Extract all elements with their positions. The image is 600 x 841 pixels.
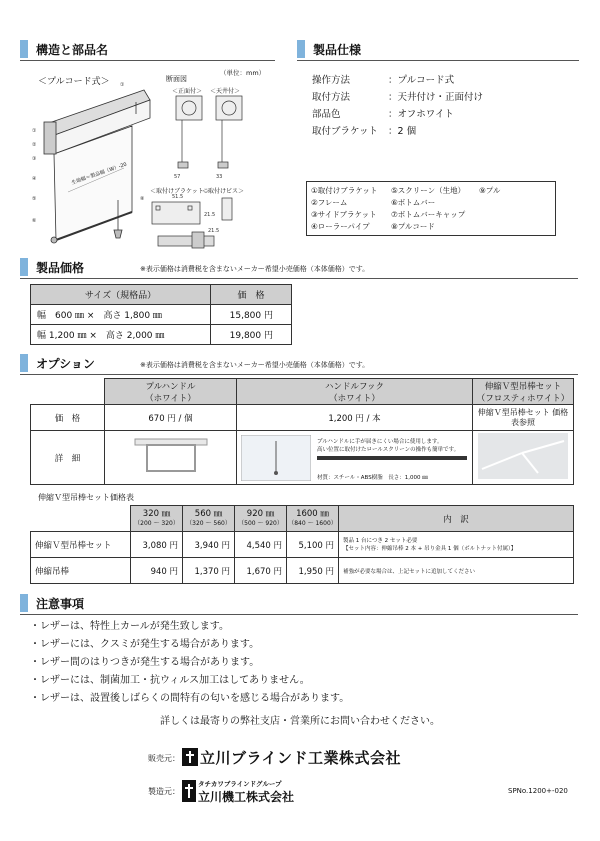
handle-hook-icon [241,435,311,481]
option-header [20,354,578,372]
svg-text:51.5: 51.5 [172,194,184,200]
part-item: ④ローラーパイプ [311,222,370,231]
doc-number: SPNo.1200+-020 [508,787,568,795]
seller-label: 販売元： [148,754,180,763]
price-note: ※表示価格は消費税を含まないメーカー希望小売価格（本体価格）です。 [140,265,370,273]
price-header-size: サイズ（規格品） [31,285,211,305]
svg-text:②: ② [32,142,37,148]
list-item: ・レザーは、設置後しばらくの間特有の匂いを感じる場合があります。 [30,693,350,704]
rodset-image [473,431,574,485]
svg-text:⑥: ⑥ [32,218,37,224]
option-price: 1,200 円 / 本 [237,405,473,431]
option-price: 伸縮Ｖ型吊棒セット 価格表参照 [473,405,574,431]
cross-section-diagram [164,92,254,182]
section-marker [20,354,28,372]
bracket-screw-label: ＜取付けビス＞ [202,188,245,195]
section-marker [20,40,28,58]
rod-price: 1,370 円 [183,558,235,584]
dim-label: 33 [216,174,223,180]
parts-legend [306,181,556,236]
list-item: ・レザーには、クスミが発生する場合があります。 [30,639,260,650]
maker-name: 立川機工株式会社 [198,790,295,804]
pull-handle-icon [131,433,211,479]
maker-logo-icon [182,780,196,802]
svg-text:①: ① [32,128,37,134]
maker-label: 製造元： [148,787,180,796]
pullcord-label: ＜プルコード式＞ [38,77,110,87]
rod-note: 補強が必要な場合は、上記セットに追加してください [339,558,574,584]
price-value: 19,800 円 [211,325,292,345]
price-table [30,284,292,345]
rod-price-table [30,505,574,584]
option-table [30,378,574,485]
structure-header [20,40,275,58]
dim-label: 57 [174,174,181,180]
hook-rod-icon [317,455,467,461]
structure-title: 構造と部品名 [36,43,109,57]
price-header [20,258,578,276]
rod-price: 1,950 円 [287,558,339,584]
svg-text:⑧: ⑧ [140,196,145,202]
option-title: オプション [36,357,95,371]
rod-note: 製品 1 台につき 2 セット必要 【セット内容：伸縮吊棒 2 本 + 吊り金具 1 個（ボルトナット付属）】 [339,532,574,558]
v-rod-icon [478,433,568,479]
rod-row-name: 伸縮Ｖ型吊棒セット [31,532,131,558]
part-item: ⑨プル [479,186,501,195]
rod-col-920: 920 ㎜ （500 ～ 920） [235,506,287,532]
list-item: ・レザー間のはりつきが発生する場合があります。 [30,657,260,668]
company-logo-icon [182,748,198,766]
svg-text:④: ④ [32,176,37,182]
front-label: ＜正面付＞ [172,88,203,95]
part-item: ⑧プルコード [391,222,435,231]
price-title: 製品価格 [36,261,85,275]
part-item: ⑦ボトムバーキャップ [391,210,466,219]
spec-row-bracket: 取付ブラケット ：2 個 [312,126,417,137]
option-col-pullhandle: プルハンドル （ホワイト） [105,379,237,405]
option-row-price-label: 価 格 [31,405,105,431]
part-item: ②フレーム [311,198,348,207]
section-marker [297,40,305,58]
price-value: 15,800 円 [211,305,292,325]
part-item: ③サイドブラケット [311,210,377,219]
part-item: ①取付けブラケット [311,186,378,195]
seller-name: 立川ブラインド工業株式会社 [200,749,402,767]
maker-group: タチカワブラインドグループ [198,780,282,788]
rod-table-title: 伸縮Ｖ型吊棒セット価格表 [38,493,134,502]
list-item: ・レザーは、特性上カールが発生致します。 [30,621,229,632]
hook-detail: プルハンドルに手が届きにくい場合に使用します。 高い位置に取付けたロールスクリーンの操作も簡単です。 材質：スチール・ABS樹脂 長さ：1,000 ㎜ [237,431,473,485]
rod-price: 3,080 円 [131,532,183,558]
list-item: ・レザーには、制菌加工・抗ウィルス加工はしてありません。 [30,675,310,686]
price-header-price: 価 格 [211,285,292,305]
pullhandle-image [105,431,237,485]
option-col-hook: ハンドルフック （ホワイト） [237,379,473,405]
spec-row-operation: 操作方法 ：プルコード式 [312,75,455,86]
section-marker [20,258,28,276]
section-marker [20,594,28,612]
table-row [31,558,574,584]
ceiling-label: ＜天井付＞ [210,88,241,95]
svg-text:⑤: ⑤ [32,196,37,202]
price-size: 幅 600 ㎜ × 高さ 1,800 ㎜ [31,305,211,325]
part-item: ⑥ボトムバー [391,198,436,207]
svg-text:③: ③ [32,156,37,162]
price-size: 幅 1,200 ㎜ × 高さ 2,000 ㎜ [31,325,211,345]
part-item: ⑤スクリーン（生地） [391,186,466,195]
rod-col-320: 320 ㎜ （200 ～ 320） [131,506,183,532]
option-col-rodset: 伸縮Ｖ型吊棒セット （フロスティホワイト） [473,379,574,405]
svg-text:21.5: 21.5 [204,212,216,218]
bracket-diagram [148,192,248,254]
rod-price: 940 円 [131,558,183,584]
rod-col-breakdown: 内 訳 [339,506,574,532]
screen-label: 生地幅＝製品幅（W）-20 [70,161,128,187]
option-row-detail-label: 詳 細 [31,431,105,485]
rod-row-name: 伸縮吊棒 [31,558,131,584]
rod-col-560: 560 ㎜ （320 ～ 560） [183,506,235,532]
rod-price: 5,100 円 [287,532,339,558]
spec-header [297,40,579,58]
rod-col-1600: 1600 ㎜ （840 ～ 1600） [287,506,339,532]
caution-title: 注意事項 [36,597,85,611]
spec-row-mount: 取付方法 ：天井付け・正面付け [312,92,484,103]
spec-title: 製品仕様 [313,43,362,57]
svg-text:①: ① [120,82,125,88]
section-label: 断面図 [166,75,187,83]
rod-price: 4,540 円 [235,532,287,558]
contact-footer: 詳しくは最寄りの弊社支店・営業所にお問い合わせください。 [160,716,440,727]
table-row [31,532,574,558]
svg-text:21.5: 21.5 [208,228,220,234]
unit-label: （単位：mm） [220,69,266,77]
spec-row-color: 部品色 ：オフホワイト [312,109,454,120]
option-note: ※表示価格は消費税を含まないメーカー希望小売価格（本体価格）です。 [140,361,370,369]
rod-price: 1,670 円 [235,558,287,584]
product-diagram [32,82,152,252]
rod-price: 3,940 円 [183,532,235,558]
caution-header [20,594,578,612]
option-price: 670 円 / 個 [105,405,237,431]
bracket-label: ＜取付けブラケット＞ [150,188,210,195]
